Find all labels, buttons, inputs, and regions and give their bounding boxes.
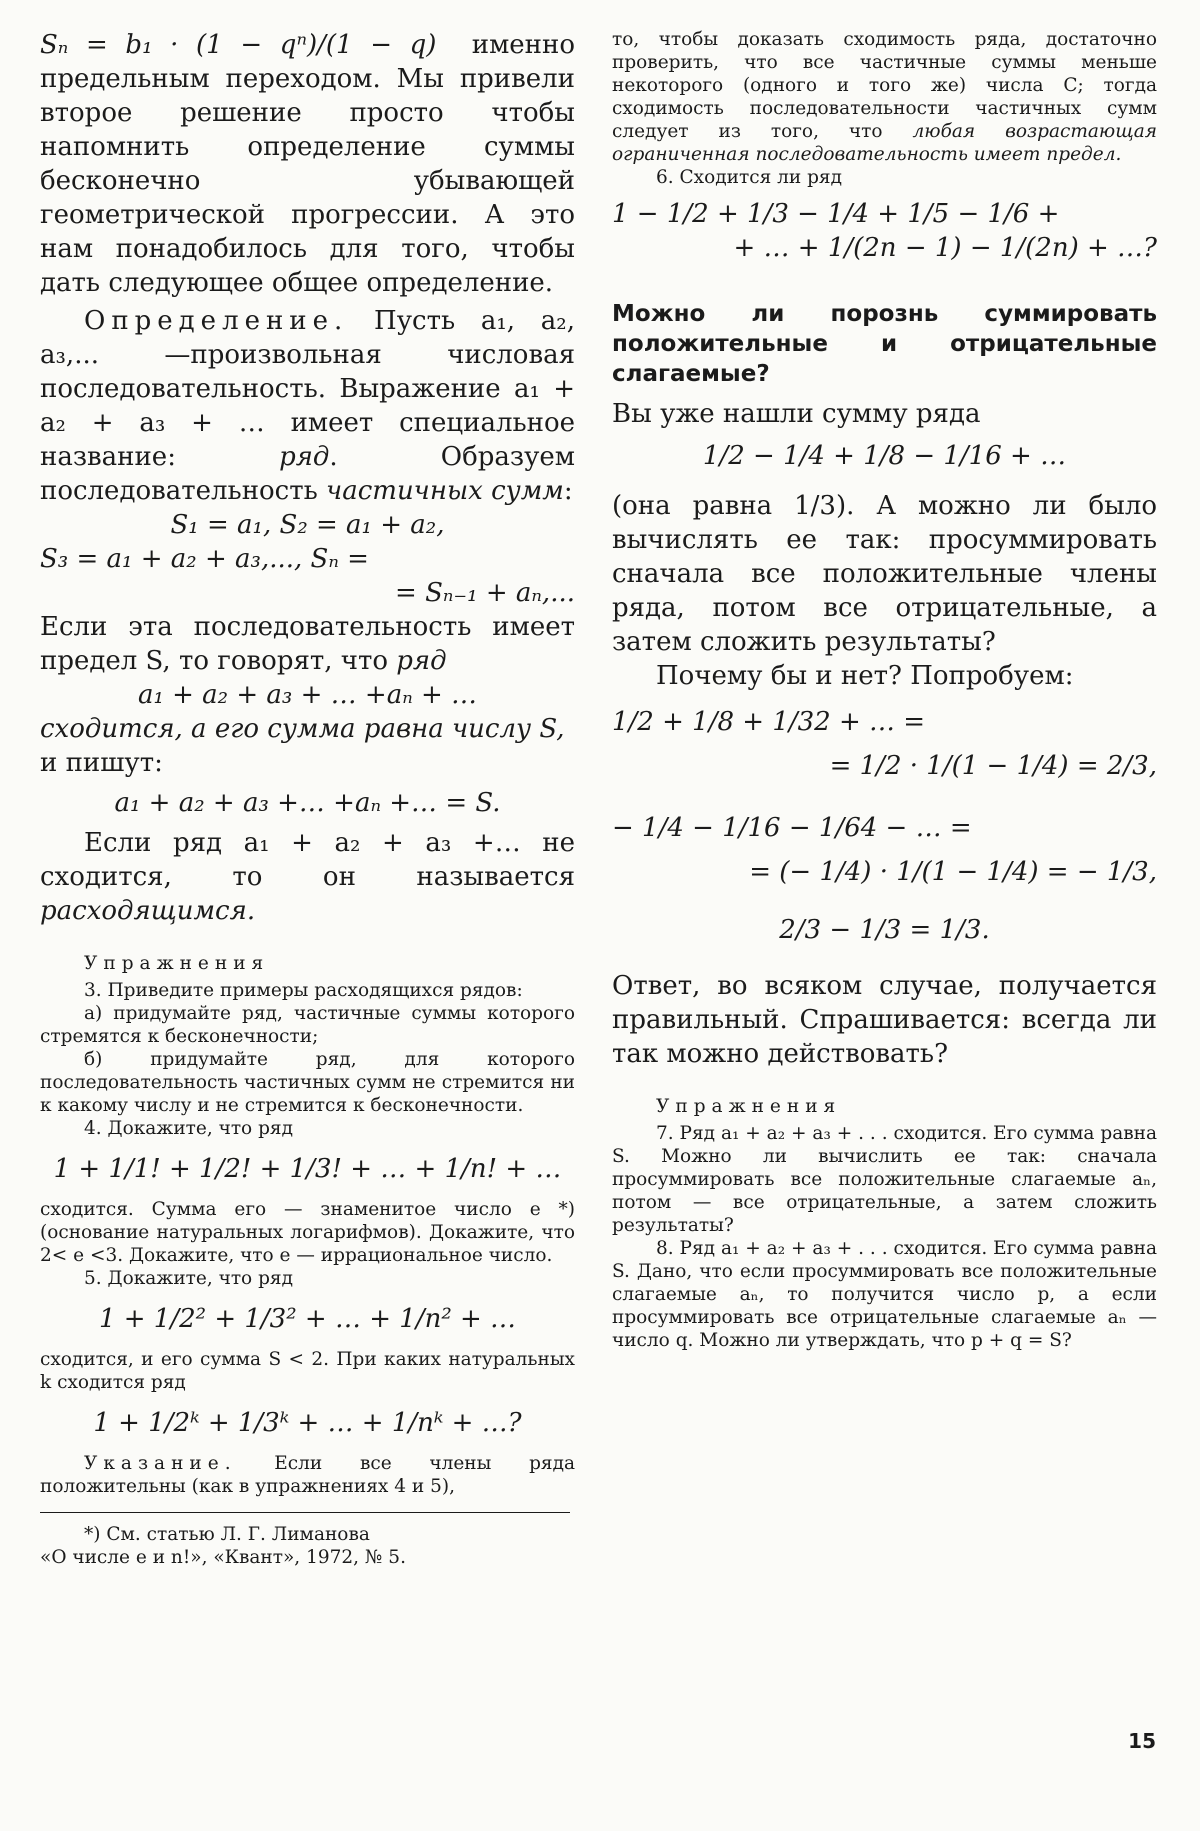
convergence-paragraph [40, 712, 575, 780]
found-sum-formula: 1/2 − 1/4 + 1/8 − 1/16 + … [702, 441, 1067, 471]
series-formula: a₁ + a₂ + a₃ + … +aₙ + … [137, 680, 478, 710]
definition-word: Определение. [84, 306, 349, 336]
why-not-text: Почему бы и нет? Попробуем: [656, 661, 1074, 691]
exercise-5-formula: 1 + 1/2² + 1/3² + … + 1/n² + … [98, 1304, 517, 1334]
positive-sum-formula: 1/2 + 1/8 + 1/32 + … = [612, 707, 926, 737]
continuation-paragraph [612, 28, 1157, 166]
exercise-4: 4. Докажите, что ряд [84, 1118, 293, 1139]
question-paragraph: (она равна 1/3). А можно ли было вычислять ее так: просуммировать сначала все положительные члены ряда, потом все отрицательные, а затем сложить результаты? [612, 491, 1157, 657]
hint-paragraph [40, 1452, 575, 1498]
exercises-title-left: Упражнения [84, 953, 270, 974]
page-number: 15 [1128, 1729, 1156, 1753]
hint-word: Указание. [84, 1453, 237, 1474]
divergent-paragraph [40, 826, 575, 928]
footnote-line-1: *) См. статью Л. Г. Лиманова [84, 1524, 370, 1545]
hint-text: Если все члены ряда положительны (как в упражнениях 4 и 5), [40, 1453, 576, 1497]
definition-text-cont: . Образуем последовательность [40, 442, 575, 506]
exercise-7: 7. Ряд a₁ + a₂ + a₃ + . . . сходится. Его сумма равна S. Можно ли вычислить ее так: сначала просуммировать все положительные слагаемые aₙ, потом — все отрицательные, а затем сложить результаты? [612, 1123, 1157, 1236]
definition-colon: : [563, 476, 573, 506]
exercise-6-formula-1: 1 − 1/2 + 1/3 − 1/4 + 1/5 − 1/6 + [612, 199, 1060, 229]
exercise-4-text: сходится. Сумма его — знаменитое число e *) (основание натуральных логарифмов). Докажите, что 2< e <3. Докажите, что e — иррациональное число. [40, 1199, 575, 1266]
divergent-text: Если ряд a₁ + a₂ + a₃ +… не сходится, то он называется [40, 828, 575, 892]
continuation-text: то, чтобы доказать сходимость ряда, достаточно проверить, что все частичные суммы меньше некоторого (одного и того же) числа C; тогда сходимость последовательности частичных сумм следует из того, что [612, 29, 1157, 142]
convergence-write: и пишут: [40, 748, 163, 778]
sum-formula: a₁ + a₂ + a₃ +… +aₙ +… = S. [114, 788, 501, 818]
convergence-text: сходится, а его сумма равна числу S, [40, 714, 565, 744]
term-partial-sums: частичных сумм [326, 476, 564, 506]
total-formula: 2/3 − 1/3 = 1/3. [779, 915, 990, 945]
section-heading: Можно ли порознь суммировать положительные и отрицательные слагаемые? [612, 301, 1157, 387]
exercise-3a: а) придумайте ряд, частичные суммы которого стремятся к бесконечности; [40, 1003, 575, 1047]
term-divergent: расходящимся. [40, 896, 256, 926]
exercise-3: 3. Приведите примеры расходящихся рядов: [84, 980, 523, 1001]
term-series-2: ряд [396, 646, 447, 676]
negative-sum-formula: − 1/4 − 1/16 − 1/64 − … = [612, 813, 972, 843]
limit-paragraph [40, 610, 575, 678]
positive-sum-value: = 1/2 · 1/(1 − 1/4) = 2/3, [829, 751, 1157, 781]
exercise-6: 6. Сходится ли ряд [656, 167, 842, 188]
exercise-8: 8. Ряд a₁ + a₂ + a₃ + . . . сходится. Его сумма равна S. Дано, что если просуммировать все положительные слагаемые aₙ, то получится число p, а если просуммировать все отрицательные слагаемые aₙ — число q. Можно ли утверждать, что p + q = S? [612, 1238, 1157, 1351]
negative-sum-value: = (− 1/4) · 1/(1 − 1/4) = − 1/3, [749, 857, 1157, 887]
term-series: ряд [279, 442, 330, 472]
exercise-3b: б) придумайте ряд, для которого последовательность частичных сумм не стремится ни к какому числу и не стремится к бесконечности. [40, 1049, 575, 1116]
exercise-4-formula: 1 + 1/1! + 1/2! + 1/3! + … + 1/n! + … [53, 1154, 562, 1184]
exercise-5-text: сходится, и его сумма S < 2. При каких натуральных k сходится ряд [40, 1349, 575, 1393]
left-column [40, 28, 575, 1569]
intro-text: именно предельным переходом. Мы привели второе решение просто чтобы напомнить определение суммы бесконечно убывающей геометрической прогрессии. А это нам понадобилось для того, чтобы дать следующее общее определение. [40, 30, 575, 298]
footnote-rule [40, 1512, 570, 1513]
right-column [612, 28, 1157, 1352]
exercise-5: 5. Докажите, что ряд [84, 1268, 293, 1289]
intro-paragraph [40, 28, 575, 300]
definition-text: Пусть a₁, a₂, a₃,... —произвольная числовая последовательность. Выражение a₁ + a₂ + a₃ + … имеет специальное название: [40, 306, 575, 472]
definition-paragraph [40, 304, 575, 508]
geometric-sum-formula: Sₙ = b₁ · (1 − qⁿ)/(1 − q) [40, 30, 437, 60]
exercises-title-right: Упражнения [656, 1096, 842, 1117]
exercise-6-formula-2: + … + 1/(2n − 1) − 1/(2n) + …? [733, 233, 1157, 263]
exercise-5-formula-2: 1 + 1/2ᵏ + 1/3ᵏ + … + 1/nᵏ + …? [93, 1408, 522, 1438]
partial-sums-line-2: S₃ = a₁ + a₂ + a₃,..., Sₙ = [40, 544, 369, 574]
found-sum-text: Вы уже нашли сумму ряда [612, 399, 981, 429]
theorem-statement: любая возрастающая ограниченная последовательность имеет предел. [612, 121, 1157, 165]
partial-sums-line-1: S₁ = a₁, S₂ = a₁ + a₂, [170, 510, 445, 540]
answer-paragraph: Ответ, во всяком случае, получается правильный. Спрашивается: всегда ли так можно действовать? [612, 971, 1157, 1069]
footnote-line-2: «О числе e и n!», «Квант», 1972, № 5. [40, 1547, 406, 1568]
limit-text: Если эта последовательность имеет предел S, то говорят, что [40, 612, 575, 676]
partial-sums-line-3: = Sₙ₋₁ + aₙ,... [395, 578, 575, 608]
